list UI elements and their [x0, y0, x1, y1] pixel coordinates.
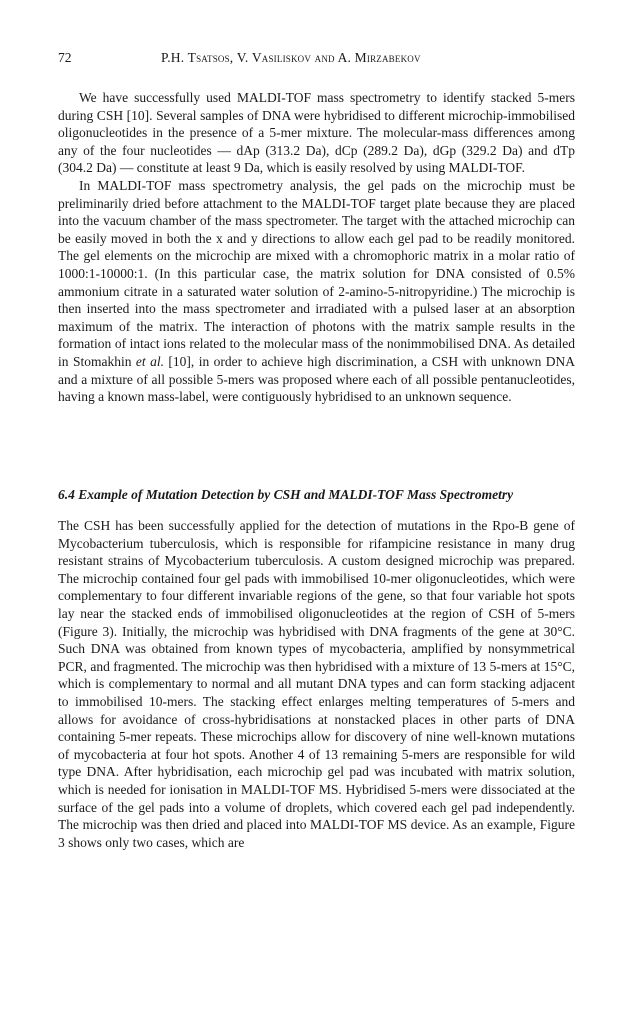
page-header [58, 50, 575, 70]
section-heading: 6.4 Example of Mutation Detection by CSH and MALDI-TOF Mass Spectrometry [58, 487, 514, 502]
paragraph-maldi-analysis-text-a: In MALDI-TOF mass spectrometry analysis, the gel pads on the microchip must be preliminarily dried before attachment to the MALDI-TOF target plate because they are placed into the vacuum chamber of the mass spectrometer. The target with the attached microchip can be easily moved in both the x and y directions to allow each gel pad to be readily monitored. The gel elements on the microchip are mixed with a chromophoric matrix in a molar ratio of 1000:1-10000:1. (In this particular case, the matrix solution for DNA consisted of 0.5% ammonium citrate in a saturated water solution of 2-amino-5-nitropyridine.) The microchip is then inserted into the mass spectrometer and irradiated with a pulsed laser at an absorption maximum of the matrix. The interaction of photons with the matrix sample results in the formation of intact ions related to the molecular mass of the nonimmobilised DNA. As detailed in Stomakhin [58, 177, 575, 369]
page-number: 72 [58, 50, 72, 65]
citation-et-al: et al. [135, 353, 164, 369]
running-title: P.H. Tsatsos, V. Vasiliskov and A. Mirzabekov [161, 50, 421, 65]
paragraph-maldi-intro: We have successfully used MALDI-TOF mass spectrometry to identify stacked 5-mers during CSH [10]. Several samples of DNA were hybridised to different microchip-immobilised oligonucleotides in the presence of a 5-mer mixture. The molecular-mass differences among any of the four nucleotides — dAp (313.2 Da), dCp (289.2 Da), dGp (329.2 Da) and dTp (304.2 Da) — constitute at least 9 Da, which is easily resolved by using MALDI-TOF. [58, 90, 575, 176]
body-section-mutation [58, 517, 575, 851]
paragraph-mutation-detection: The CSH has been successfully applied for the detection of mutations in the Rpo-B gene of Mycobacterium tuberculosis, which is responsible for rifampicine resistance in many drug resistant strains of Mycobacterium tuberculosis. A custom designed microchip was prepared. The microchip contained four gel pads with immobilised 10-mer oligonucleotides, which were complementary to four different invariable regions of the gene, so that four variable hot spots lay near the stacked ends of immobilised oligonucleotides at the region of CSH of 5-mers (Figure 3). Initially, the microchip was hybridised with DNA fragments of the gene at 30°C. Such DNA was obtained from known types of mycobacteria, amplified by nonsymmetrical PCR, and fragmented. The microchip was then hybridised with a mixture of 13 5-mers at 15°C, which is complementary to normal and all mutant DNA types and can form stacking adjacent to immobilised 10-mers. The stacking effect enlarges melting temperatures of 5-mers and allows for avoidance of cross-hybridisations at nonstacked places in other parts of DNA containing 5-mer repeats. These microchips allow for discovery of nine well-known mutations of mycobacteria at four hot spots. Another 4 of 13 remaining 5-mers are responsible for wild type DNA. After hybridisation, each microchip gel pad was incubated with matrix solution, which is needed for ionisation in MALDI-TOF MS. Hybridised 5-mers were dissociated at the surface of the gel pads into a volume of droplets, which covered each gel pad independently. The microchip was then dried and placed into MALDI-TOF MS device. As an example, Figure 3 shows only two cases, which are [58, 518, 575, 850]
paragraph-maldi-analysis [58, 177, 575, 406]
body-section-maldi [58, 89, 575, 406]
paragraph-maldi-analysis-text-b: [10], in order to achieve high discrimination, a CSH with unknown DNA and a mixture of all possible 5-mers was proposed where each of all possible pentanucleotides, having a known mass-label, were contiguously hybridised to an unknown sequence. [58, 353, 576, 405]
